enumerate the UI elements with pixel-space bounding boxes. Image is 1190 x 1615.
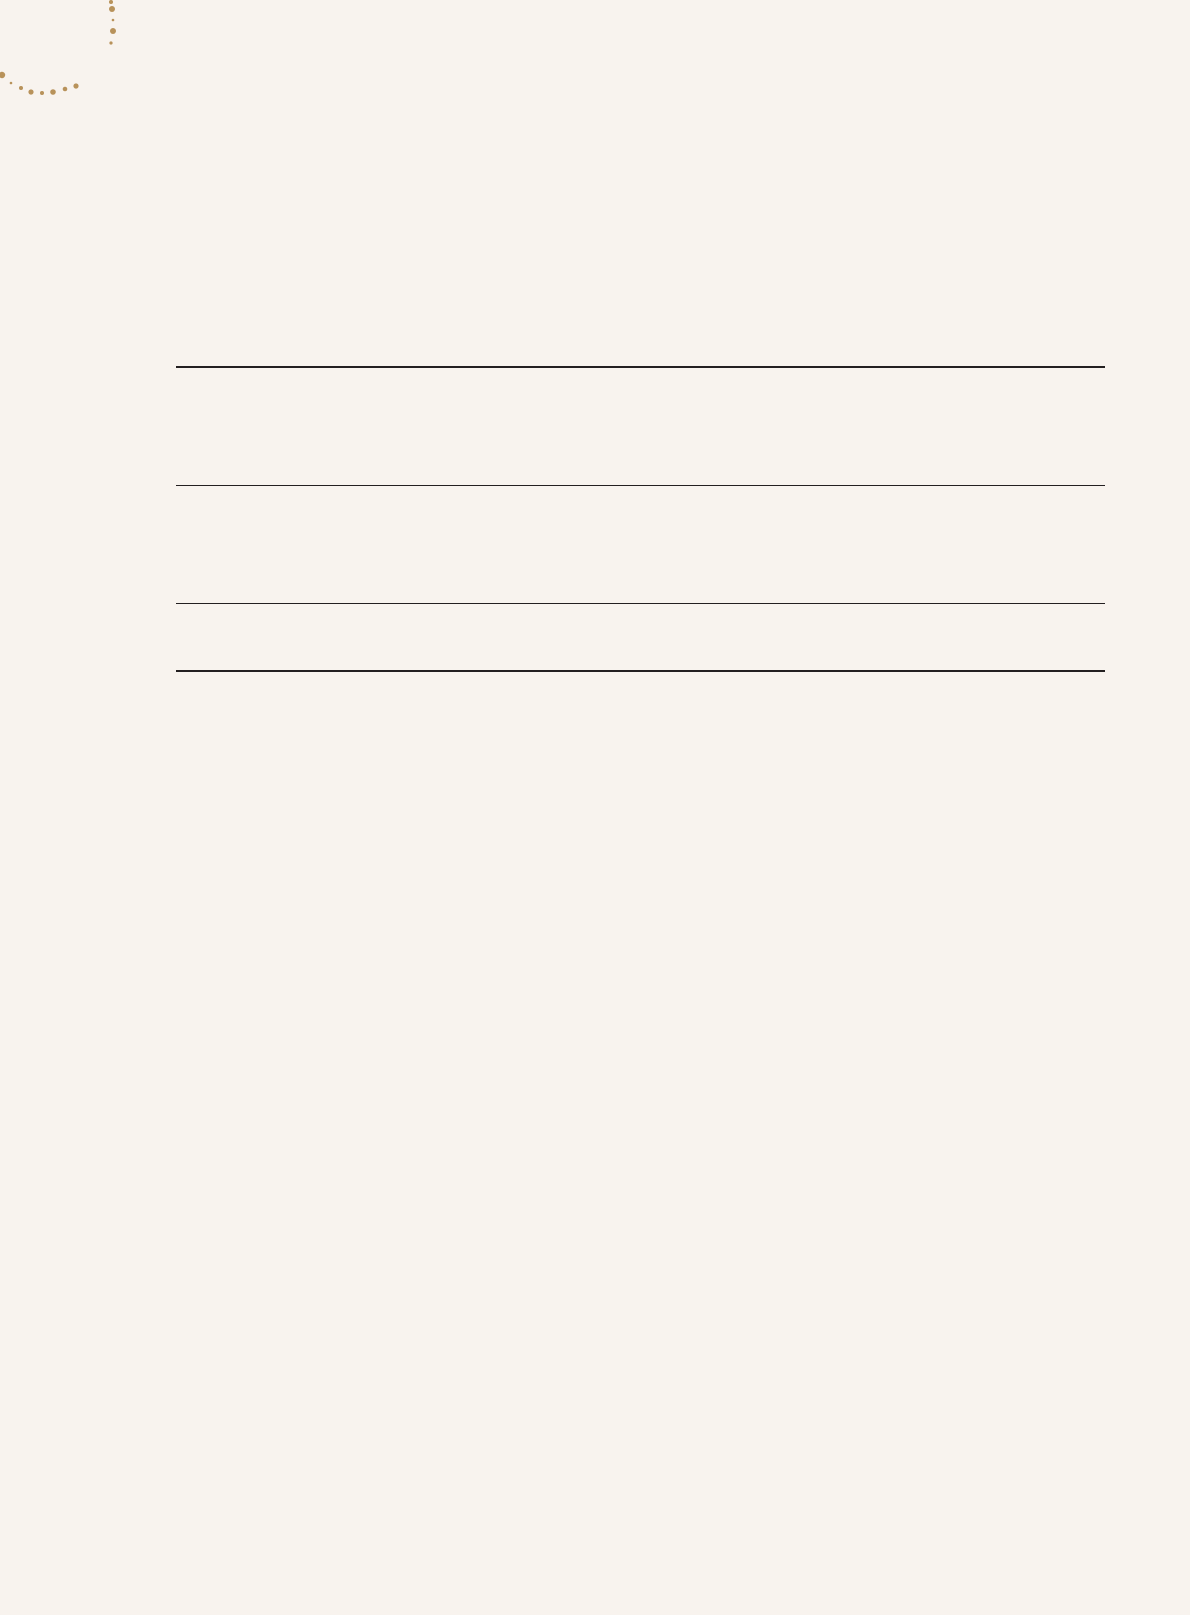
decorative-dots-icon — [0, 0, 120, 110]
subsection-a-heading — [133, 267, 177, 290]
row-rule — [176, 603, 1105, 604]
row-rule — [176, 485, 1105, 486]
header-rule — [176, 366, 1105, 368]
total-rule — [176, 670, 1105, 672]
subsection-b-heading — [133, 705, 177, 728]
